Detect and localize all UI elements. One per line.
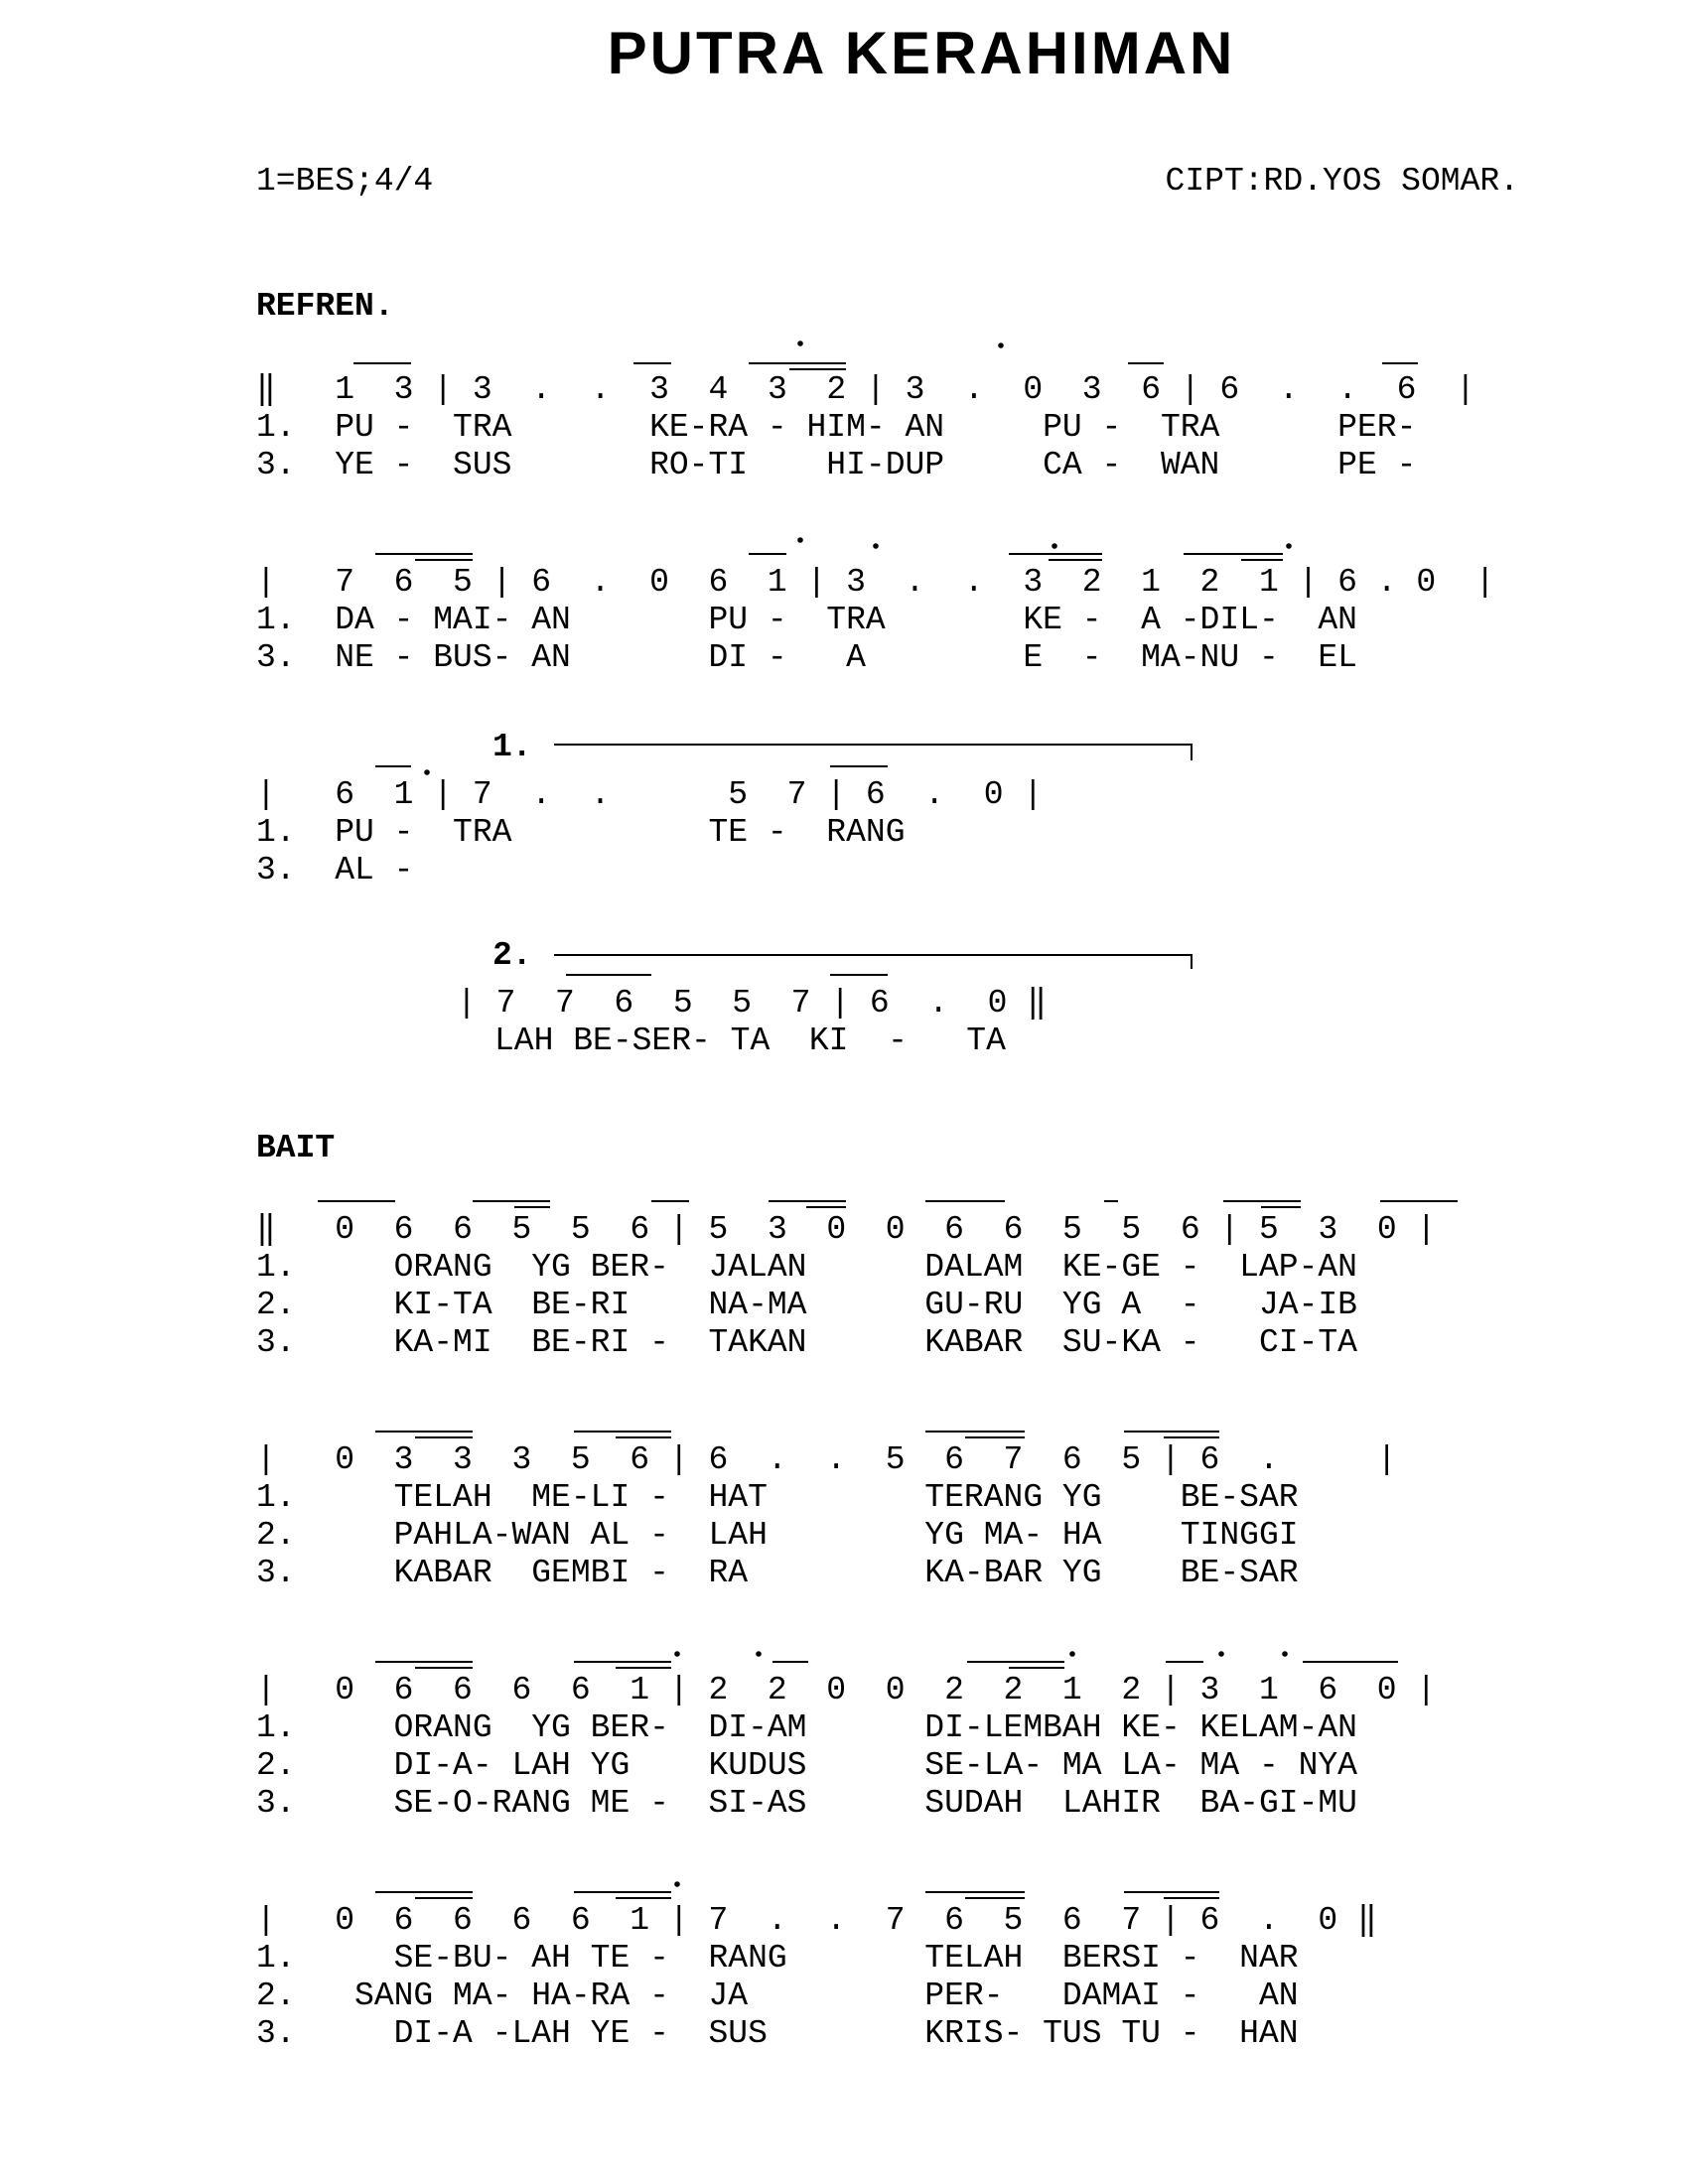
lyrics-verse-1: 1. TELAH ME-LI - HAT TERANG YG BE-SAR	[256, 1479, 1299, 1516]
key-signature: 1=BES;4/4	[256, 163, 434, 200]
lyrics-verse-3: 3. KABAR GEMBI - RA KA-BAR YG BE-SAR	[256, 1555, 1299, 1591]
refren-system-1	[256, 371, 1475, 560]
lyrics-verse-1: 1. ORANG YG BER- JALAN DALAM KE-GE - LAP-AN	[256, 1249, 1357, 1286]
lyrics-verse-1: 1. PU - TRA KE-RA - HIM- AN PU - TRA PER-	[256, 409, 1417, 446]
notation-line: | 7 7 6 5 5 7 | 6 . 0 ‖	[457, 985, 1048, 1022]
lyrics-verse-3: 3. SE-O-RANG ME - SI-AS SUDAH LAHIR BA-GI-MU	[256, 1785, 1357, 1822]
bait-heading: BAIT	[256, 1130, 336, 1166]
refren-system-2	[256, 564, 1495, 752]
notation-line: | 0 6 6 6 6 1 | 2 2 0 0 2 2 1 2 | 3 1 6 0 |	[256, 1672, 1437, 1708]
second-ending-system	[457, 985, 1048, 1136]
notation-line: | 7 6 5 | 6 . 0 6 1 | 3 . . 3 2 1 2 1 | 6 . 0 |	[256, 564, 1495, 601]
lyrics-verse-3: 3. DI-A -LAH YE - SUS KRIS- TUS TU - HAN	[256, 2015, 1299, 2052]
lyrics-verse-1: 1. DA - MAI- AN PU - TRA KE - A -DIL- AN	[256, 602, 1357, 638]
notation-line: ‖ 0 6 6 5 5 6 | 5 3 0 0 6 6 5 5 6 | 5 3 0 |	[256, 1211, 1437, 1248]
second-ending-label: 2.	[492, 937, 532, 974]
notation-line: | 0 6 6 6 6 1 | 7 . . 7 6 5 6 7 | 6 . 0 ‖	[256, 1902, 1377, 1939]
lyrics-verse-3: 3. KA-MI BE-RI - TAKAN KABAR SU-KA - CI-TA	[256, 1324, 1357, 1361]
bait-system-3	[256, 1672, 1437, 1898]
lyrics-verse-1: 1. ORANG YG BER- DI-AM DI-LEMBAH KE- KELAM-AN	[256, 1709, 1357, 1746]
song-title: PUTRA KERAHIMAN	[607, 20, 1236, 86]
lyrics-verse-2: 2. DI-A- LAH YG KUDUS SE-LA- MA LA- MA - NYA	[256, 1747, 1357, 1784]
lyrics-verse-2: 2. SANG MA- HA-RA - JA PER- DAMAI - AN	[256, 1978, 1299, 2014]
composer-credit: CIPT:RD.YOS SOMAR.	[1165, 163, 1519, 200]
lyrics-verse-1: 1. PU - TRA TE - RANG	[256, 814, 906, 851]
lyrics-verse-3: 3. AL -	[256, 852, 414, 888]
lyrics-verse-3: 3. YE - SUS RO-TI HI-DUP CA - WAN PE -	[256, 447, 1417, 483]
refren-heading: REFREN.	[256, 288, 394, 325]
first-ending-system	[256, 776, 1044, 965]
bait-system-2	[256, 1441, 1397, 1668]
notation-line: | 0 3 3 3 5 6 | 6 . . 5 6 7 6 5 | 6 . |	[256, 1441, 1397, 1478]
lyrics-verse-3: 3. NE - BUS- AN DI - A E - MA-NU - EL	[256, 639, 1357, 676]
first-ending-label: 1.	[492, 729, 532, 765]
bait-system-1	[256, 1211, 1437, 1437]
bait-system-4	[256, 1902, 1377, 2128]
lyrics-line: LAH BE-SER- TA KI - TA	[494, 1023, 1006, 1059]
lyrics-verse-2: 2. KI-TA BE-RI NA-MA GU-RU YG A - JA-IB	[256, 1287, 1357, 1323]
lyrics-verse-1: 1. SE-BU- AH TE - RANG TELAH BERSI - NAR	[256, 1940, 1299, 1977]
notation-line: ‖ 1 3 | 3 . . 3 4 3 2 | 3 . 0 3 6 | 6 . . 6 |	[256, 371, 1475, 408]
notation-line: | 6 1 | 7 . . 5 7 | 6 . 0 |	[256, 776, 1044, 813]
lyrics-verse-2: 2. PAHLA-WAN AL - LAH YG MA- HA TINGGI	[256, 1517, 1299, 1554]
